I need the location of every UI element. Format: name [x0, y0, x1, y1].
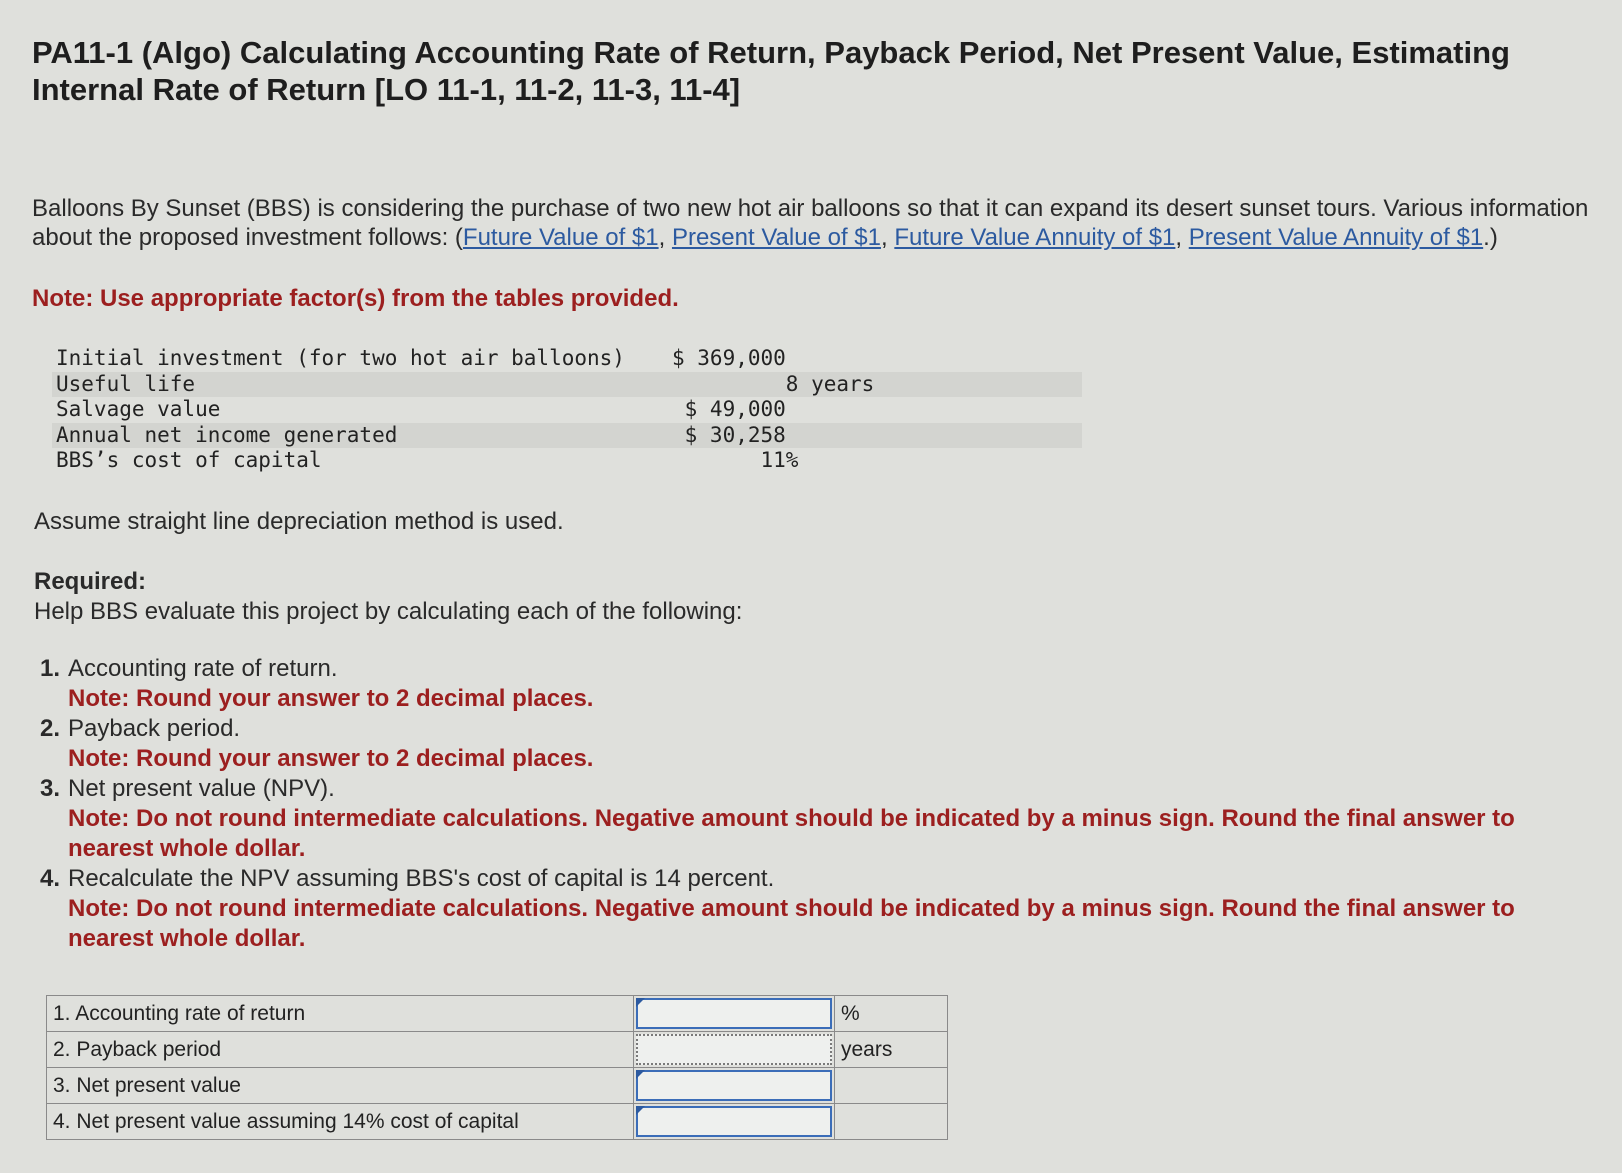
answer-cell: [634, 1032, 835, 1068]
link-future-value-annuity[interactable]: Future Value Annuity of $1: [894, 224, 1176, 251]
table-row: [47, 1032, 948, 1068]
answer-label: 1. Accounting rate of return: [47, 996, 634, 1032]
required-text: Help BBS evaluate this project by calculating each of the following:: [34, 598, 743, 625]
item-note: Note: Round your answer to 2 decimal places.: [68, 745, 594, 772]
assumption-text: Assume straight line depreciation method is used.: [34, 508, 564, 535]
link-separator: ,: [658, 224, 672, 251]
data-value: 8 years: [672, 371, 875, 396]
data-label: Useful life: [56, 371, 196, 396]
item-number: 1.: [40, 655, 61, 682]
required-heading: Required:: [34, 568, 147, 595]
link-present-value[interactable]: Present Value of $1: [671, 224, 881, 251]
table-row: [47, 996, 948, 1032]
answer-label: 4. Net present value assuming 14% cost of capital: [47, 1104, 634, 1140]
item-note: Note: Do not round intermediate calculations. Negative amount should be indicated by a minus sign. Round the final answer to nearest whole dollar.: [68, 895, 1515, 952]
data-value: $ 30,258: [672, 422, 786, 447]
requirements-list: [40, 654, 1590, 954]
item-text: Recalculate the NPV assuming BBS's cost of capital is 14 percent.: [68, 865, 775, 892]
answer-cell: [634, 1068, 835, 1104]
npv-input[interactable]: [636, 1070, 832, 1101]
item-number: 3.: [40, 775, 61, 802]
answer-table: [46, 995, 948, 1140]
data-row: [52, 346, 1082, 372]
answer-unit: %: [835, 996, 948, 1032]
problem-title: PA11-1 (Algo) Calculating Accounting Rate of Return, Payback Period, Net Present Value, Estimating Internal Rate of Return [LO 11-1, 11-2, 11-3, 11-4]: [32, 35, 1510, 107]
table-row: [47, 1068, 948, 1104]
intro-close: .): [1483, 224, 1498, 251]
item-note: Note: Do not round intermediate calculations. Negative amount should be indicated by a minus sign. Round the final answer to nearest whole dollar.: [68, 805, 1515, 862]
list-item: [40, 714, 1590, 774]
data-value: $ 49,000: [672, 397, 786, 421]
item-number: 2.: [40, 715, 61, 742]
accounting-rate-input[interactable]: [636, 998, 832, 1029]
answer-cell: [634, 996, 835, 1032]
investment-data-table: [52, 346, 1082, 474]
flag-icon: [636, 998, 645, 1007]
payback-period-input[interactable]: [636, 1034, 832, 1065]
intro-text: Balloons By Sunset (BBS) is considering the purchase of two new hot air balloons so that it can expand its desert sunset tours. Various information about the proposed investment follows: (: [32, 195, 1589, 251]
data-row: [52, 448, 1082, 474]
table-row: [47, 1104, 948, 1140]
item-text: Accounting rate of return.: [68, 655, 338, 682]
data-row: [52, 423, 1082, 449]
item-number: 4.: [40, 865, 61, 892]
data-value: 11%: [672, 448, 799, 472]
link-separator: ,: [1175, 224, 1189, 251]
data-value: $ 369,000: [672, 346, 786, 370]
answer-unit: [835, 1104, 948, 1140]
flag-icon: [636, 1070, 645, 1079]
answer-unit: [835, 1068, 948, 1104]
answer-label: 2. Payback period: [47, 1032, 634, 1068]
problem-intro: [32, 194, 1592, 252]
answer-label: 3. Net present value: [47, 1068, 634, 1104]
item-text: Payback period.: [68, 715, 241, 742]
item-text: Net present value (NPV).: [68, 775, 335, 802]
flag-icon: [636, 1106, 645, 1115]
data-label: Annual net income generated: [56, 422, 398, 447]
link-future-value[interactable]: Future Value of $1: [462, 224, 659, 251]
data-row: [52, 372, 1082, 398]
answer-cell: [634, 1104, 835, 1140]
list-item: [40, 774, 1590, 864]
data-label: BBS’s cost of capital: [56, 448, 322, 472]
link-present-value-annuity[interactable]: Present Value Annuity of $1: [1188, 224, 1484, 251]
data-label: Initial investment (for two hot air balloons): [56, 346, 625, 370]
link-separator: ,: [880, 224, 895, 251]
item-note: Note: Round your answer to 2 decimal places.: [68, 685, 594, 712]
answer-unit: years: [835, 1032, 948, 1068]
intro-note: Note: Use appropriate factor(s) from the tables provided.: [32, 285, 679, 312]
list-item: [40, 864, 1590, 954]
data-label: Salvage value: [56, 397, 221, 421]
list-item: [40, 654, 1590, 714]
npv-14-input[interactable]: [636, 1106, 832, 1137]
data-row: [52, 397, 1082, 423]
